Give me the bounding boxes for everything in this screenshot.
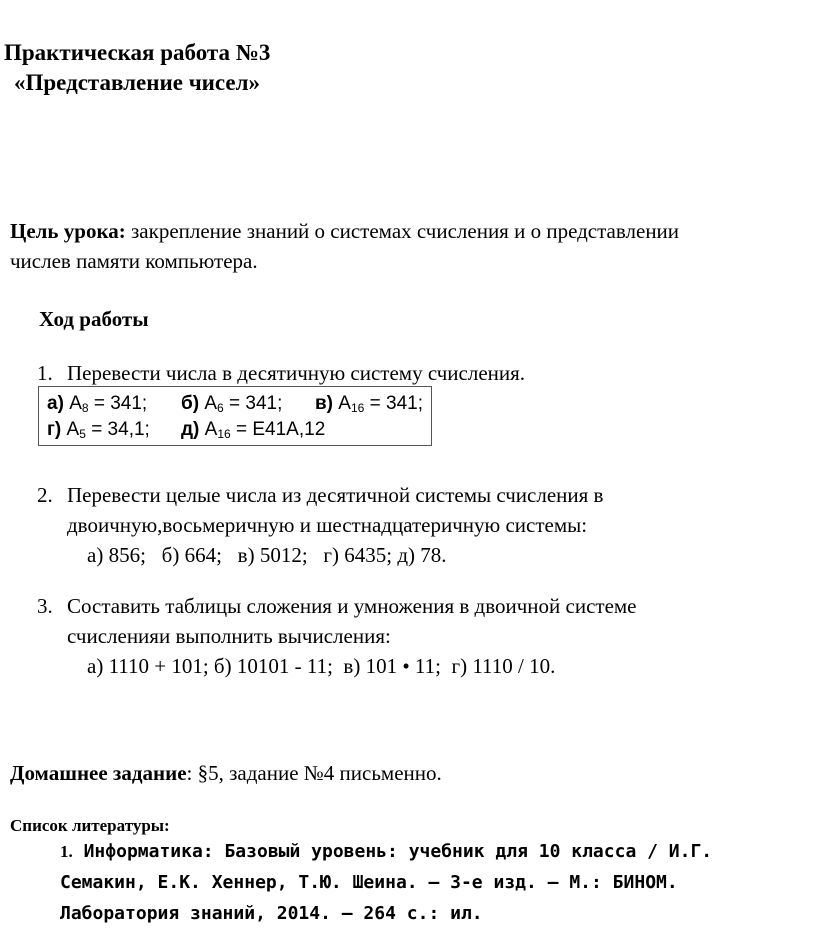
goal-text-1: закрепление знаний о системах счисления и о представлении: [125, 219, 680, 243]
task-3-text-1: Составить таблицы сложения и умножения в двоичной системе: [67, 594, 637, 618]
task-2-items: а) 856; б) 664; в) 5012; г) 6435; д) 78.: [87, 543, 447, 567]
literature-list: [60, 836, 712, 929]
task-1-number: 1.: [37, 361, 53, 385]
literature-line-2: Семакин, Е.К. Хеннер, Т.Ю. Шеина. – 3-е изд. – М.: БИНОМ.: [60, 872, 678, 893]
literature-item-1: [60, 836, 712, 867]
literature-item-number: 1.: [60, 842, 73, 861]
lesson-goal: [10, 216, 679, 276]
box-item-v: в) $A_{16} = 341$;: [315, 393, 423, 415]
literature-line-1: Информатика: Базовый уровень: учебник для 10 класса / И.Г.: [83, 841, 713, 862]
task-2-text-1: Перевести целые числа из десятичной системы счисления в: [67, 483, 604, 507]
homework-text: : §5, задание №4 письменно.: [186, 761, 442, 785]
task-2-text-2: двоичную,восьмеричную и шестнадцатеричную системы:: [67, 513, 588, 537]
box-row-2: [47, 417, 431, 443]
box-item-g: г) $A_5 = 34,1$;: [47, 419, 150, 441]
task-3-items: а) 1110 + 101; б) 10101 - 11; в) 101 • 11; г) 1110 / 10.: [87, 654, 556, 678]
task-2: [37, 480, 603, 570]
box-item-a: а) $A_8 = 341$;: [47, 393, 148, 415]
title-line-1: Практическая работа №3: [4, 40, 271, 65]
title-line-2: «Представление чисел»: [14, 70, 261, 95]
goal-text-2: числев памяти компьютера.: [10, 249, 258, 273]
page-title: [4, 38, 270, 98]
task-3-text-2: счисленияи выполнить вычисления:: [67, 624, 391, 648]
task-1-text: Перевести числа в десятичную систему счисления.: [67, 361, 526, 385]
task-1: [37, 358, 525, 388]
literature-heading: Список литературы:: [10, 816, 170, 835]
task-3-number: 3.: [37, 594, 53, 618]
progress-heading: Ход работы: [39, 307, 149, 331]
box-item-b: б) $A_6 = 341$;: [181, 393, 283, 415]
task-1-number-box: [38, 386, 432, 446]
homework-label: Домашнее задание: [10, 761, 187, 785]
task-3: [37, 591, 637, 681]
homework: [10, 758, 442, 788]
literature-line-3: Лаборатория знаний, 2014. – 264 с.: ил.: [60, 903, 483, 924]
box-item-d: д) $A_{16} = E41A,12$: [181, 419, 326, 441]
box-row-1: [47, 391, 431, 417]
task-2-number: 2.: [37, 483, 53, 507]
goal-label: Цель урока:: [10, 219, 126, 243]
